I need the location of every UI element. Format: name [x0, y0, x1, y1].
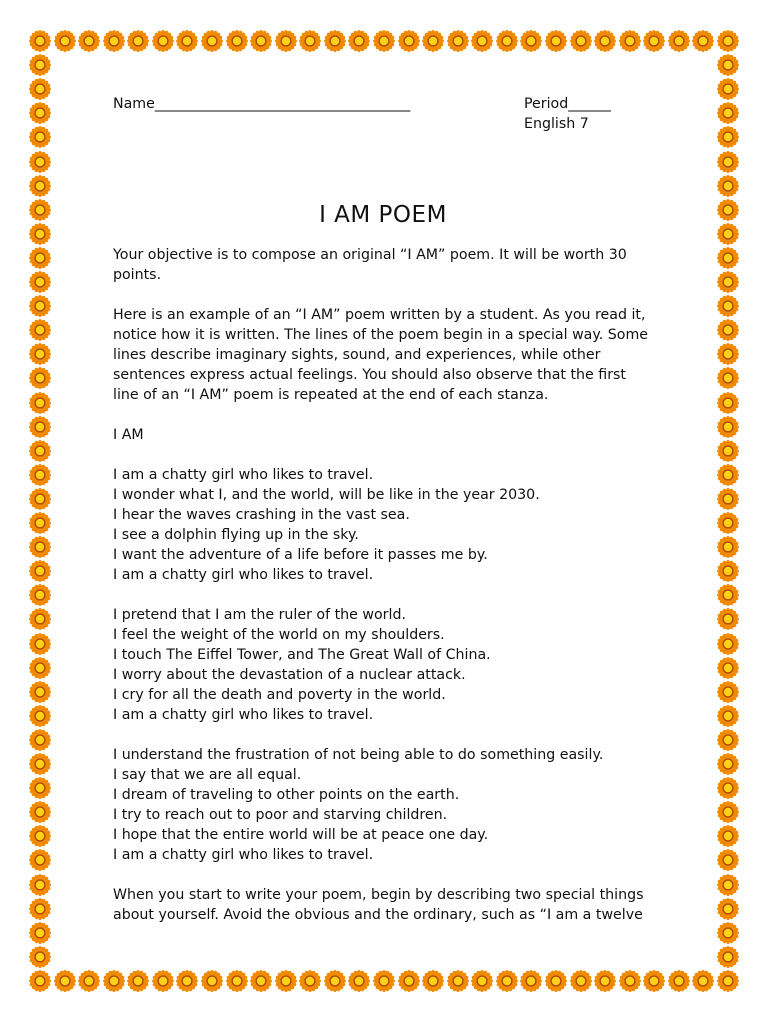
sun-flower-icon	[717, 922, 739, 944]
sun-flower-icon	[668, 30, 690, 52]
sun-flower-icon	[29, 874, 51, 896]
sun-flower-icon	[717, 801, 739, 823]
sun-flower-icon	[643, 970, 665, 992]
sun-flower-icon	[201, 970, 223, 992]
sun-flower-icon	[545, 30, 567, 52]
sun-flower-icon	[29, 367, 51, 389]
sun-flower-icon	[692, 970, 714, 992]
sun-flower-icon	[717, 681, 739, 703]
sun-flower-icon	[78, 970, 100, 992]
sun-flower-icon	[471, 970, 493, 992]
sun-flower-icon	[668, 970, 690, 992]
sun-flower-icon	[717, 874, 739, 896]
sun-flower-icon	[717, 633, 739, 655]
poem-line: I wonder what I, and the world, will be like in the year 2030.	[113, 487, 540, 503]
sun-flower-icon	[520, 970, 542, 992]
sun-flower-icon	[29, 753, 51, 775]
sun-flower-icon	[226, 970, 248, 992]
sun-flower-icon	[447, 970, 469, 992]
sun-flower-icon	[275, 30, 297, 52]
poem-line: I feel the weight of the world on my shoulders.	[113, 627, 445, 643]
sun-flower-icon	[275, 970, 297, 992]
period-field-label: Period______	[524, 96, 611, 112]
poem-line: I say that we are all equal.	[113, 767, 302, 783]
sun-flower-icon	[717, 319, 739, 341]
poem-line: I see a dolphin flying up in the sky.	[113, 527, 359, 543]
poem-line: I dream of traveling to other points on the earth.	[113, 787, 460, 803]
poem-line: I hear the waves crashing in the vast sea.	[113, 507, 410, 523]
sun-flower-icon	[29, 54, 51, 76]
sun-flower-icon	[201, 30, 223, 52]
sun-flower-icon	[717, 488, 739, 510]
objective-paragraph: Your objective is to compose an original “I AM” poem. It will be worth 30 points.	[113, 247, 627, 283]
sun-flower-icon	[29, 608, 51, 630]
sun-flower-icon	[176, 30, 198, 52]
example-description-paragraph: Here is an example of an “I AM” poem written by a student. As you read it, notice how it is written. The lines of the poem begin in a special way. Some lines describe imaginary sights, sound, and experiences, while other sentences express actual feelings. You should also observe that the first line of an “I AM” poem is repeated at the end of each stanza.	[113, 307, 648, 403]
sun-flower-icon	[594, 970, 616, 992]
sun-flower-icon	[717, 367, 739, 389]
sun-flower-icon	[717, 295, 739, 317]
sun-flower-icon	[103, 30, 125, 52]
sun-flower-icon	[29, 633, 51, 655]
sun-flower-icon	[717, 175, 739, 197]
sun-flower-icon	[29, 295, 51, 317]
sun-flower-icon	[29, 126, 51, 148]
header-row	[113, 94, 653, 138]
sun-flower-icon	[717, 729, 739, 751]
sun-flower-icon	[29, 175, 51, 197]
sun-flower-icon	[250, 30, 272, 52]
sun-flower-icon	[717, 512, 739, 534]
sun-flower-icon	[717, 970, 739, 992]
sun-flower-icon	[570, 30, 592, 52]
poem-title: I AM	[113, 427, 144, 443]
sun-flower-icon	[717, 657, 739, 679]
sun-flower-icon	[29, 392, 51, 414]
sun-flower-icon	[496, 30, 518, 52]
sun-flower-icon	[324, 970, 346, 992]
sun-flower-icon	[29, 78, 51, 100]
sun-flower-icon	[29, 102, 51, 124]
sun-flower-icon	[29, 416, 51, 438]
page-title: I AM POEM	[319, 202, 447, 228]
sun-flower-icon	[545, 970, 567, 992]
sun-flower-icon	[398, 970, 420, 992]
sun-flower-icon	[717, 126, 739, 148]
sun-flower-icon	[717, 753, 739, 775]
sun-flower-icon	[29, 271, 51, 293]
sun-flower-icon	[717, 584, 739, 606]
sun-flower-icon	[619, 30, 641, 52]
poem-line: I am a chatty girl who likes to travel.	[113, 847, 374, 863]
sun-flower-icon	[717, 151, 739, 173]
sun-flower-icon	[29, 512, 51, 534]
period-block	[524, 94, 611, 134]
poem-stanza-1	[113, 465, 653, 585]
sun-flower-icon	[692, 30, 714, 52]
sun-flower-icon	[717, 78, 739, 100]
sun-flower-icon	[29, 199, 51, 221]
sun-flower-icon	[29, 681, 51, 703]
sun-flower-icon	[29, 584, 51, 606]
name-field-label: Name____________________________________	[113, 96, 411, 112]
poem-line: I touch The Eiffel Tower, and The Great Wall of China.	[113, 647, 491, 663]
sun-flower-icon	[717, 102, 739, 124]
sun-flower-icon	[422, 970, 444, 992]
sun-flower-icon	[176, 970, 198, 992]
sun-flower-icon	[324, 30, 346, 52]
sun-flower-icon	[29, 849, 51, 871]
sun-flower-icon	[29, 536, 51, 558]
poem-line: I am a chatty girl who likes to travel.	[113, 467, 374, 483]
sun-flower-icon	[643, 30, 665, 52]
sun-flower-icon	[717, 898, 739, 920]
poem-stanza-2	[113, 605, 653, 725]
sun-flower-icon	[29, 223, 51, 245]
sun-flower-icon	[29, 464, 51, 486]
sun-flower-icon	[619, 970, 641, 992]
sun-flower-icon	[717, 392, 739, 414]
sun-flower-icon	[717, 608, 739, 630]
closing-paragraph: When you start to write your poem, begin by describing two special things about yourself. Avoid the obvious and the ordinary, such as “I am a twelve	[113, 887, 644, 923]
sun-flower-icon	[78, 30, 100, 52]
sun-flower-icon	[422, 30, 444, 52]
sun-flower-icon	[717, 416, 739, 438]
sun-flower-icon	[250, 970, 272, 992]
sun-flower-icon	[717, 825, 739, 847]
sun-flower-icon	[717, 199, 739, 221]
sun-flower-icon	[152, 970, 174, 992]
sun-flower-icon	[447, 30, 469, 52]
sun-flower-icon	[717, 30, 739, 52]
sun-flower-icon	[717, 343, 739, 365]
poem-line: I want the adventure of a life before it passes me by.	[113, 547, 488, 563]
sun-flower-icon	[717, 54, 739, 76]
sun-flower-icon	[54, 30, 76, 52]
sun-flower-icon	[373, 970, 395, 992]
sun-flower-icon	[29, 560, 51, 582]
sun-flower-icon	[398, 30, 420, 52]
sun-flower-icon	[717, 849, 739, 871]
sun-flower-icon	[717, 247, 739, 269]
sun-flower-icon	[29, 922, 51, 944]
course-label: English 7	[524, 116, 589, 132]
sun-flower-icon	[299, 30, 321, 52]
sun-flower-icon	[717, 946, 739, 968]
poem-line: I worry about the devastation of a nuclear attack.	[113, 667, 466, 683]
sun-flower-icon	[127, 30, 149, 52]
sun-flower-icon	[717, 536, 739, 558]
sun-flower-icon	[348, 30, 370, 52]
poem-line: I am a chatty girl who likes to travel.	[113, 707, 374, 723]
sun-flower-icon	[29, 898, 51, 920]
sun-flower-icon	[717, 440, 739, 462]
sun-flower-icon	[717, 464, 739, 486]
sun-flower-icon	[29, 151, 51, 173]
sun-flower-icon	[29, 319, 51, 341]
poem-line: I understand the frustration of not being able to do something easily.	[113, 747, 604, 763]
sun-flower-icon	[29, 30, 51, 52]
sun-flower-icon	[29, 343, 51, 365]
sun-flower-icon	[29, 970, 51, 992]
sun-flower-icon	[29, 657, 51, 679]
poem-line: I cry for all the death and poverty in the world.	[113, 687, 446, 703]
poem-line: I am a chatty girl who likes to travel.	[113, 567, 374, 583]
poem-line: I hope that the entire world will be at peace one day.	[113, 827, 489, 843]
sun-flower-icon	[520, 30, 542, 52]
sun-flower-icon	[570, 970, 592, 992]
poem-line: I try to reach out to poor and starving children.	[113, 807, 448, 823]
sun-flower-icon	[717, 560, 739, 582]
sun-flower-icon	[299, 970, 321, 992]
sun-flower-icon	[496, 970, 518, 992]
sun-flower-icon	[29, 440, 51, 462]
sun-flower-icon	[103, 970, 125, 992]
sun-flower-icon	[717, 223, 739, 245]
poem-line: I pretend that I am the ruler of the world.	[113, 607, 406, 623]
worksheet-content	[113, 94, 653, 945]
sun-flower-icon	[29, 247, 51, 269]
sun-flower-icon	[29, 777, 51, 799]
sun-flower-icon	[29, 825, 51, 847]
sun-flower-icon	[29, 729, 51, 751]
sun-flower-icon	[717, 777, 739, 799]
sun-flower-icon	[152, 30, 174, 52]
sun-flower-icon	[29, 705, 51, 727]
sun-flower-icon	[717, 271, 739, 293]
sun-flower-icon	[471, 30, 493, 52]
sun-flower-icon	[717, 705, 739, 727]
sun-flower-icon	[127, 970, 149, 992]
sun-flower-icon	[594, 30, 616, 52]
sun-flower-icon	[348, 970, 370, 992]
poem-stanza-3	[113, 745, 653, 865]
sun-flower-icon	[29, 946, 51, 968]
sun-flower-icon	[54, 970, 76, 992]
sun-flower-icon	[226, 30, 248, 52]
sun-flower-icon	[29, 488, 51, 510]
sun-flower-icon	[29, 801, 51, 823]
sun-flower-icon	[373, 30, 395, 52]
